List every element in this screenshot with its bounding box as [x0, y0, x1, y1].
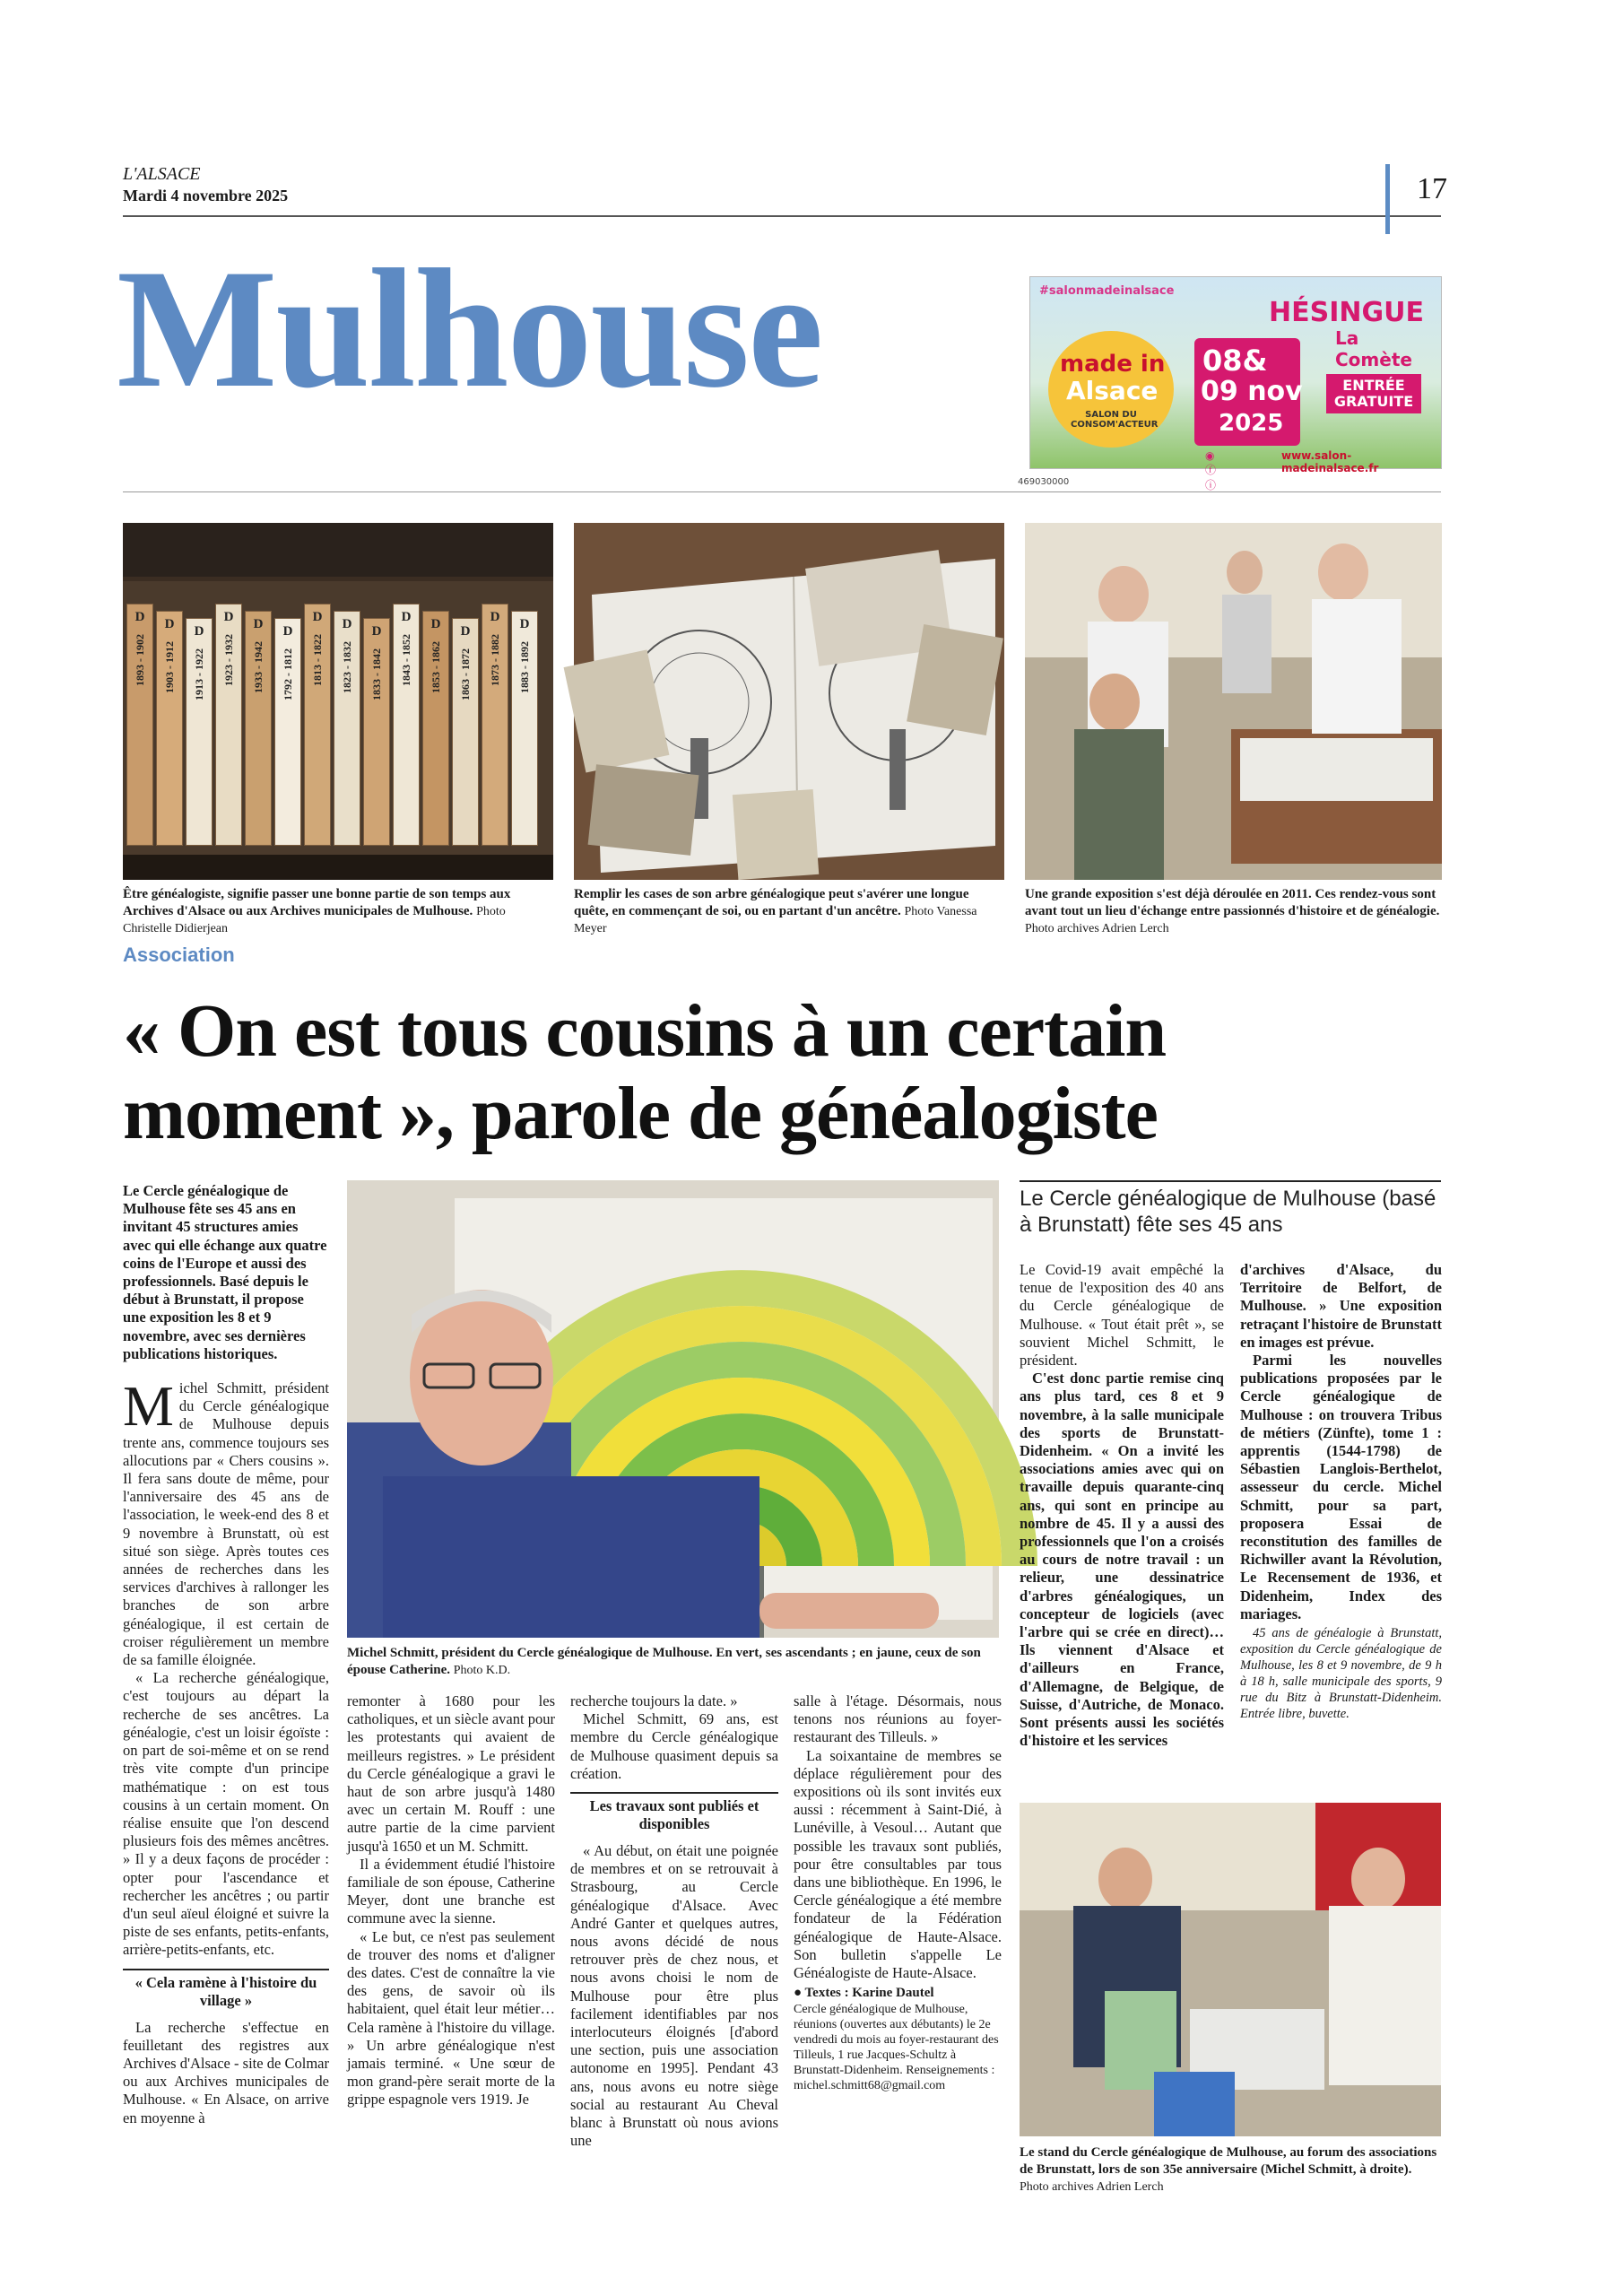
binder-letter: D	[223, 610, 234, 624]
archive-binder	[245, 611, 272, 846]
binder-letter: D	[430, 617, 441, 631]
binder-letter: D	[312, 610, 323, 624]
intertitle-village: « Cela ramène à l'histoire du village »	[123, 1969, 329, 2010]
main-photo-caption	[347, 1645, 999, 1679]
photo3-caption	[1025, 886, 1451, 937]
sidebar-paragraph: Le Covid-19 avait empêché la tenue de l'exposition des 40 ans du Cercle généalogique de Mulhouse. « Tout était prêt », se souvient Michel Schmitt, le président.	[1020, 1261, 1224, 1370]
ad-place: HÉSINGUE	[1269, 297, 1424, 328]
binder-letter: D	[253, 617, 264, 631]
section-rule	[123, 491, 1441, 492]
michel-schmitt-photo	[347, 1180, 999, 1638]
photo2-caption-text: Remplir les cases de son arbre généalogique peut s'avérer une longue quête, en commençant de soi, ou en partant d'un ancêtre.	[574, 887, 969, 918]
sidebar-column-1	[1020, 1261, 1224, 1750]
association-stand-photo	[1020, 1803, 1441, 2136]
binder-label: 1843 - 1852	[399, 634, 412, 686]
photo2-caption	[574, 886, 1004, 937]
archive-binders-photo	[123, 523, 553, 880]
archive-binder	[422, 611, 449, 846]
binder-label: 1863 - 1872	[458, 648, 472, 700]
archive-binder	[274, 618, 301, 846]
archive-binder	[334, 611, 360, 846]
binder-letter: D	[342, 617, 352, 631]
binder-letter: D	[460, 624, 471, 639]
social-icons: ◉ ⓕ ⓘ	[1205, 449, 1217, 491]
binder-label: 1823 - 1832	[340, 641, 353, 693]
page-number-bar	[1385, 164, 1390, 234]
article-chapo: Le Cercle généalogique de Mulhouse fête ses 45 ans en invitant 45 structures amies avec qui elle échange aux quatre coins de l'Europe et aussi des professionnels. Basé depuis le début à Brunstatt, il propose une exposition les 8 et 9 novembre, avec ses dernières publications historiques.	[123, 1182, 327, 1362]
sidebar-column-2	[1240, 1261, 1442, 1722]
archive-binder	[452, 618, 479, 846]
main-photo-credit: Photo K.D.	[453, 1664, 511, 1677]
page-number: 17	[1417, 172, 1447, 205]
article-paragraph: La recherche s'effectue en feuilletant des registres aux Archives d'Alsace - site de Colmar ou aux Archives municipales de Mulhouse. « En Alsace, on arrive en moyenne à	[123, 2018, 329, 2126]
binder-label: 1813 - 1822	[310, 634, 324, 686]
binder-label: 1873 - 1882	[488, 634, 501, 686]
binder-letter: D	[135, 610, 145, 624]
stand-photo-credit: Photo archives Adrien Lerch	[1020, 2180, 1164, 2194]
article-column-4	[794, 1692, 1002, 2093]
article-intro	[123, 1374, 329, 1669]
photo1-caption-text: Être généalogiste, signifie passer une bonne partie de son temps aux Archives d'Alsace ou aux Archives municipales de Mulhouse.	[123, 887, 511, 918]
article-paragraph: « Le but, ce n'est pas seulement de trouver des noms et d'aligner des dates. C'est de connaître la vie des gens, de savoir où ils habitaient, quel était leur métier… Cela ramène à l'histoire du village. » Un arbre généalogique n'est jamais terminé. « Une sœur de mon grand-père serait morte de la grippe espagnole vers 1919. Je	[347, 1927, 555, 2109]
section-title: Mulhouse	[117, 235, 822, 423]
binders-row	[123, 577, 553, 855]
photo1-caption	[123, 886, 553, 937]
article-intro-text: ichel Schmitt, président du Cercle généalogique de Mulhouse depuis trente ans, commence toujours ses allocutions par « Chers cousins ». Il fera sans doute de même, pour l'anniversaire des 45 ans de l'association, le week-end des 8 et 9 novembre à Brunstatt, où est situé son siège. Après toutes ces années de recherches dans les services d'archives à rallonger les branches de son arbre généalogique, il est certain de croiser régulièrement un membre de sa famille éloignée.	[123, 1379, 329, 1669]
photo1-credit: Photo Christelle Didierjean	[123, 905, 506, 935]
stand-photo-caption	[1020, 2144, 1441, 2196]
article-paragraph: « Au début, on était une poignée de membres et on se retrouvait à Strasbourg, au Cercle généalogique d'Alsace. Avec André Ganter et quelques autres, nous avons décidé de nous retrouver près de chez nous, et nous avons choisi le nom de Mulhouse pour être plus facilement identifiables par nos interlocuteurs éloignés [d'abord une section, puis une association autonome en 1995]. Pendant 43 ans, nous avons eu notre siège social au restaurant Au Cheval blanc à Brunstatt où nous avions une	[570, 1842, 778, 2150]
ad-url[interactable]: www.salon-madeinalsace.fr	[1281, 449, 1379, 474]
issue-date: Mardi 4 novembre 2025	[123, 187, 289, 204]
book-illustration	[574, 523, 1004, 880]
intertitle-publications: Les travaux sont publiés et disponibles	[570, 1792, 778, 1833]
binder-letter: D	[401, 610, 412, 624]
archive-binder	[393, 604, 420, 846]
binder-letter: D	[164, 617, 175, 631]
newspaper-name: L'ALSACE	[123, 164, 201, 184]
stand-illustration	[1020, 1803, 1441, 2136]
article-column-3	[570, 1692, 778, 2150]
archive-binder	[126, 604, 153, 846]
ad-tagline: SALON DU CONSOM'ACTEUR	[1071, 410, 1159, 430]
exhibition-2011-photo	[1025, 523, 1442, 880]
exhibition-illustration	[1025, 523, 1442, 880]
binder-label: 1913 - 1922	[192, 648, 205, 700]
binder-letter: D	[371, 624, 382, 639]
archive-binder	[156, 611, 183, 846]
sidebar-exhibition-note: 45 ans de généalogie à Brunstatt, exposition du Cercle généalogique de Mulhouse, les 8 et 9 novembre, de 9 h à 18 h, salle municipale des sports, 9 rue du Bitz à Brunstatt-Didenheim. Entrée libre, buvette.	[1240, 1626, 1442, 1722]
sidebar-paragraph: Parmi les nouvelles publications proposées par le Cercle généalogique de Mulhouse : on trouvera Tribus de métiers (Zünfte), tome 1 : apprentis (1544-1798) de Sébastien Langlois-Berthelot, assesseur du cercle. Michel Schmitt, pour sa part, proposera Essai de reconstitution des familles de Richwiller avant la Révolution, Le Recensement de 1936, et Didenheim, Index des mariages.	[1240, 1352, 1442, 1622]
article-column-1	[123, 1182, 329, 2127]
archive-binder	[215, 604, 242, 846]
article-info: Cercle généalogique de Mulhouse, réunions (ouvertes aux débutants) le 2e vendredi du mois au foyer-restaurant des Tilleuls, 1 rue Jacques-Schultz à Brunstatt-Didenheim. Renseignements : michel.schmitt68@gmail.com	[794, 2003, 999, 2093]
archive-binder	[363, 618, 390, 846]
archive-binder	[186, 618, 213, 846]
sidebar-paragraph: d'archives d'Alsace, du Territoire de Belfort, de Mulhouse. » Une exposition retraçant l'histoire de Brunstatt en images est prévue.	[1240, 1261, 1442, 1351]
ad-dates-line2: 09 nov	[1201, 376, 1303, 407]
ad-brand-line2: Alsace	[1066, 376, 1159, 405]
photo3-caption-text: Une grande exposition s'est déjà déroulée en 2011. Ces rendez-vous sont avant tout un lieu d'échange entre passionnés d'histoire et de généalogie.	[1025, 887, 1440, 918]
ad-venue: La Comète	[1335, 327, 1412, 370]
ad-brand-line1: made in	[1060, 351, 1166, 378]
article-paragraph: La soixantaine de membres se déplace régulièrement pour des expositions où ils sont invités eux aussi : récemment à Saint-Dié, à Lunéville, à Vesoul… Autant que possible les travaux sont publiés, pour être consultables par tous dans une bibliothèque. En 1996, le Cercle généalogique a été membre fondateur de la Fédération généalogique de Haute-Alsace. Son bulletin s'appelle Le Généalogiste de Haute-Alsace.	[794, 1746, 1002, 1982]
family-tree-book-photo	[574, 523, 1004, 880]
sidebar-paragraph: C'est donc partie remise cinq ans plus tard, ces 8 et 9 novembre, à la salle municipale des sports de Brunstatt-Didenheim. « On a invité les associations amies avec qui on travaille depuis quarante-cinq ans, qui sont en principe au nombre de 45. Il y a aussi des professionnels que l'on a croisés au cours de notre travail : un relieur, une dessinatrice d'arbres généalogiques, un concepteur de logiciels (avec l'arbre qui se crée en direct)… Ils viennent d'Alsace et d'ailleurs en France, d'Allemagne, de Belgique, de Suisse, d'Autriche, de Monaco. Sont présents aussi les sociétés d'histoire et les services	[1020, 1370, 1224, 1750]
ad-year: 2025	[1219, 410, 1284, 437]
archive-binder	[482, 604, 508, 846]
article-paragraph: Michel Schmitt, 69 ans, est membre du Cercle généalogique de Mulhouse quasiment depuis sa création.	[570, 1710, 778, 1782]
binder-letter: D	[519, 617, 530, 631]
binder-label: 1853 - 1862	[429, 641, 442, 693]
article-column-2	[347, 1692, 555, 2109]
ad-code: 469030000	[1018, 477, 1070, 487]
binder-label: 1833 - 1842	[369, 648, 383, 700]
ad-dates-line1: 08&	[1202, 344, 1268, 378]
article-paragraph: Il a évidemment étudié l'histoire familiale de son épouse, Catherine Meyer, dont une branche est commune avec la sienne.	[347, 1855, 555, 1927]
binder-letter: D	[282, 624, 293, 639]
rubric-label: Association	[123, 944, 235, 966]
article-paragraph: remonter à 1680 pour les catholiques, et un siècle avant pour les protestants qui avaient de meilleurs registres. » Le président du Cercle généalogique a gravi le haut de son arbre jusqu'à 1480 avec un certain M. Rouff : une autre partie de la cime parvient jusqu'à 1650 et un M. Schmitt.	[347, 1692, 555, 1855]
photo3-credit: Photo archives Adrien Lerch	[1025, 922, 1169, 935]
sidebar-title: Le Cercle généalogique de Mulhouse (basé à Brunstatt) fête ses 45 ans	[1020, 1180, 1441, 1238]
ad-entry: ENTRÉE GRATUITE	[1326, 374, 1421, 413]
drop-cap: M	[123, 1374, 174, 1439]
binder-letter: D	[490, 610, 500, 624]
binder-label: 1893 - 1902	[133, 634, 146, 686]
archive-binder	[304, 604, 331, 846]
photo2-credit: Photo Vanessa Meyer	[574, 905, 977, 935]
binder-label: 1883 - 1892	[517, 641, 531, 693]
binder-label: 1903 - 1912	[162, 641, 176, 693]
ad-hashtag: #salonmadeinalsace	[1039, 284, 1175, 298]
binder-label: 1923 - 1932	[221, 634, 235, 686]
binder-label: 1792 - 1812	[281, 648, 294, 700]
article-byline: ● Textes : Karine Dautel	[794, 1986, 934, 2001]
archive-binder	[511, 611, 538, 846]
binder-label: 1933 - 1942	[251, 641, 265, 693]
article-headline: « On est tous cousins à un certain moment », parole de généalogiste	[123, 989, 1167, 1155]
header-rule	[123, 215, 1441, 217]
article-paragraph: « La recherche généalogique, c'est toujours au départ la recherche de ses ancêtres. La généalogie, c'est un loisir égoïste : on part de soi-même et on se rend très vite compte d'un principe mathématique : on est tous cousins à un certain moment. On réalise ensuite que l'on descend plusieurs fois des mêmes ancêtres. » Il y a deux façons de procéder : opter pour l'ascendance et rechercher les ancêtres ; ou partir d'un seul aïeul éloigné et suivre la piste de ses enfants, petits-enfants, arrière-petits-enfants, etc.	[123, 1669, 329, 1959]
article-paragraph: salle à l'étage. Désormais, nous tenons nos réunions au foyer-restaurant des Tilleuls. »	[794, 1692, 1002, 1746]
binder-letter: D	[194, 624, 204, 639]
article-paragraph: recherche toujours la date. »	[570, 1692, 738, 1709]
main-photo-caption-text: Michel Schmitt, président du Cercle généalogique de Mulhouse. En vert, ses ascendants ; en jaune, ceux de son épouse Catherine.	[347, 1646, 981, 1677]
portrait-with-tree-illustration	[347, 1180, 999, 1638]
stand-photo-caption-text: Le stand du Cercle généalogique de Mulhouse, au forum des associations de Brunstatt, lors de son 35e anniversaire (Michel Schmitt, à droite).	[1020, 2145, 1437, 2177]
